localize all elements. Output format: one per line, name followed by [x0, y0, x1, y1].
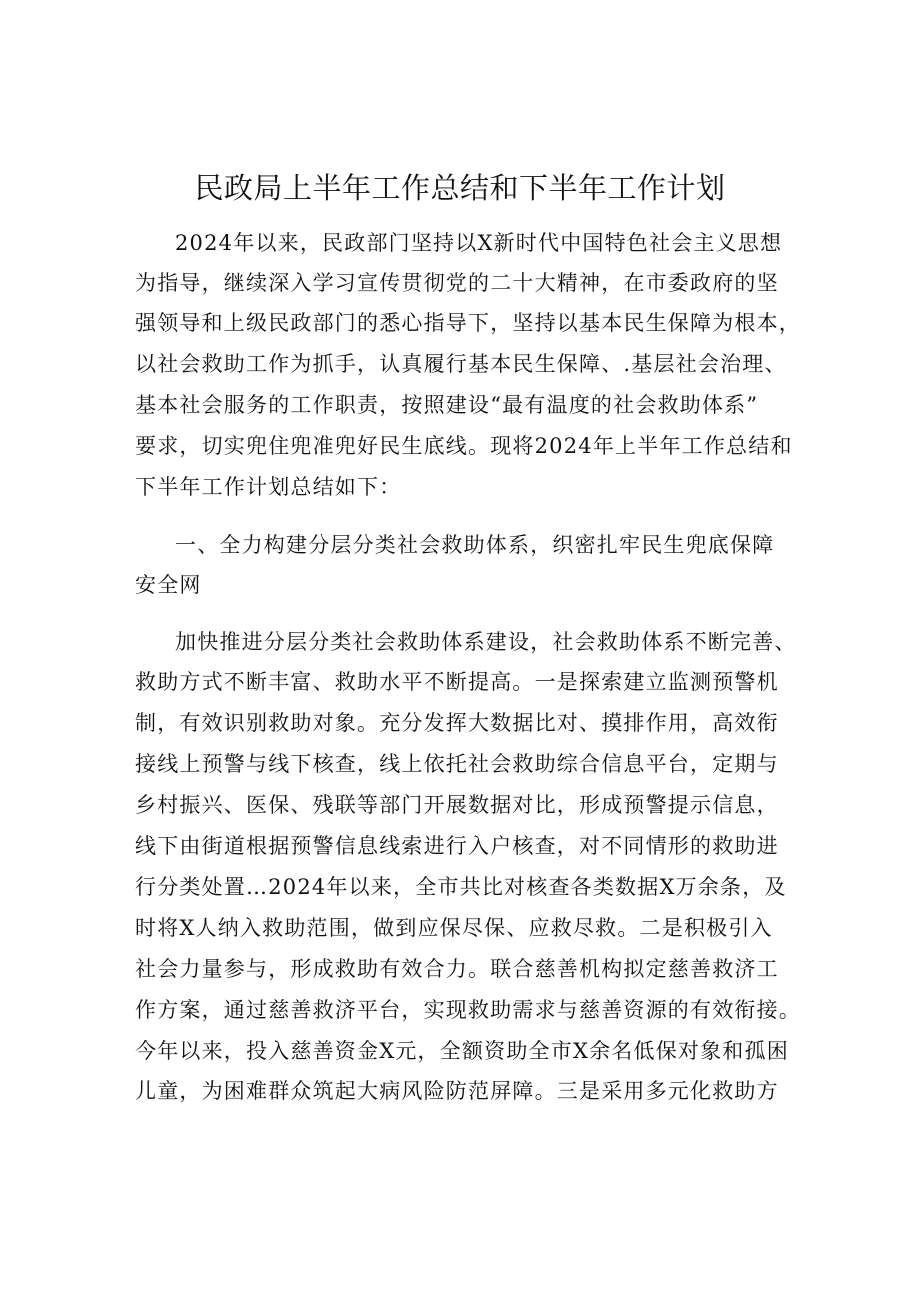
body-line: 作方案，通过慈善救济平台，实现救助需求与慈善资源的有效衔接。 — [135, 998, 801, 1022]
body-line: 行分类处置…2024年以来，全市共比对核查各类数据X万余条，及 — [135, 875, 787, 899]
body-line: 线下由街道根据预警信息线索进行入户核查，对不同情形的救助进 — [135, 834, 779, 858]
section-heading-line: 安全网 — [135, 573, 202, 597]
intro-line: 基本社会服务的工作职责，按照建设“最有温度的社会救助体系” — [135, 393, 759, 417]
section-heading-line: 一、全力构建分层分类社会救助体系，织密扎牢民生兜底保障 — [175, 533, 775, 557]
document-title: 民政局上半年工作总结和下半年工作计划 — [194, 171, 726, 205]
body-line: 接线上预警与线下核查，线上依托社会救助综合信息平台，定期与 — [135, 752, 779, 776]
intro-line: 要求，切实兜住兜准兜好民生底线。现将2024年上半年工作总结和 — [135, 434, 793, 458]
body-line: 社会力量参与，形成救助有效合力。联合慈善机构拟定慈善救济工 — [135, 957, 779, 981]
body-line: 加快推进分层分类社会救助体系建设，社会救助体系不断完善、 — [175, 630, 797, 654]
body-line: 时将X人纳入救助范围，做到应保尽保、应救尽救。二是积极引入 — [135, 916, 773, 940]
intro-line: 强领导和上级民政部门的悉心指导下，坚持以基本民生保障为根本， — [135, 311, 801, 335]
intro-line: 为指导，继续深入学习宣传贯彻党的二十大精神，在市委政府的坚 — [135, 271, 779, 295]
intro-line: 以社会救助工作为抓手，认真履行基本民生保障、.基层社会治理、 — [135, 352, 787, 376]
intro-line: 2024年以来，民政部门坚持以X新时代中国特色社会主义思想 — [175, 231, 783, 255]
body-line: 制，有效识别救助对象。充分发挥大数据比对、摸排作用，高效衔 — [135, 711, 779, 735]
body-line: 今年以来，投入慈善资金X元，全额资助全市X余名低保对象和孤困 — [135, 1039, 789, 1063]
body-line: 乡村振兴、医保、残联等部门开展数据对比，形成预警提示信息， — [135, 793, 779, 817]
body-line: 儿童，为困难群众筑起大病风险防范屏障。三是采用多元化救助方 — [135, 1079, 779, 1103]
intro-line: 下半年工作计划总结如下： — [135, 475, 402, 499]
body-line: 救助方式不断丰富、救助水平不断提高。一是探索建立监测预警机 — [135, 670, 779, 694]
